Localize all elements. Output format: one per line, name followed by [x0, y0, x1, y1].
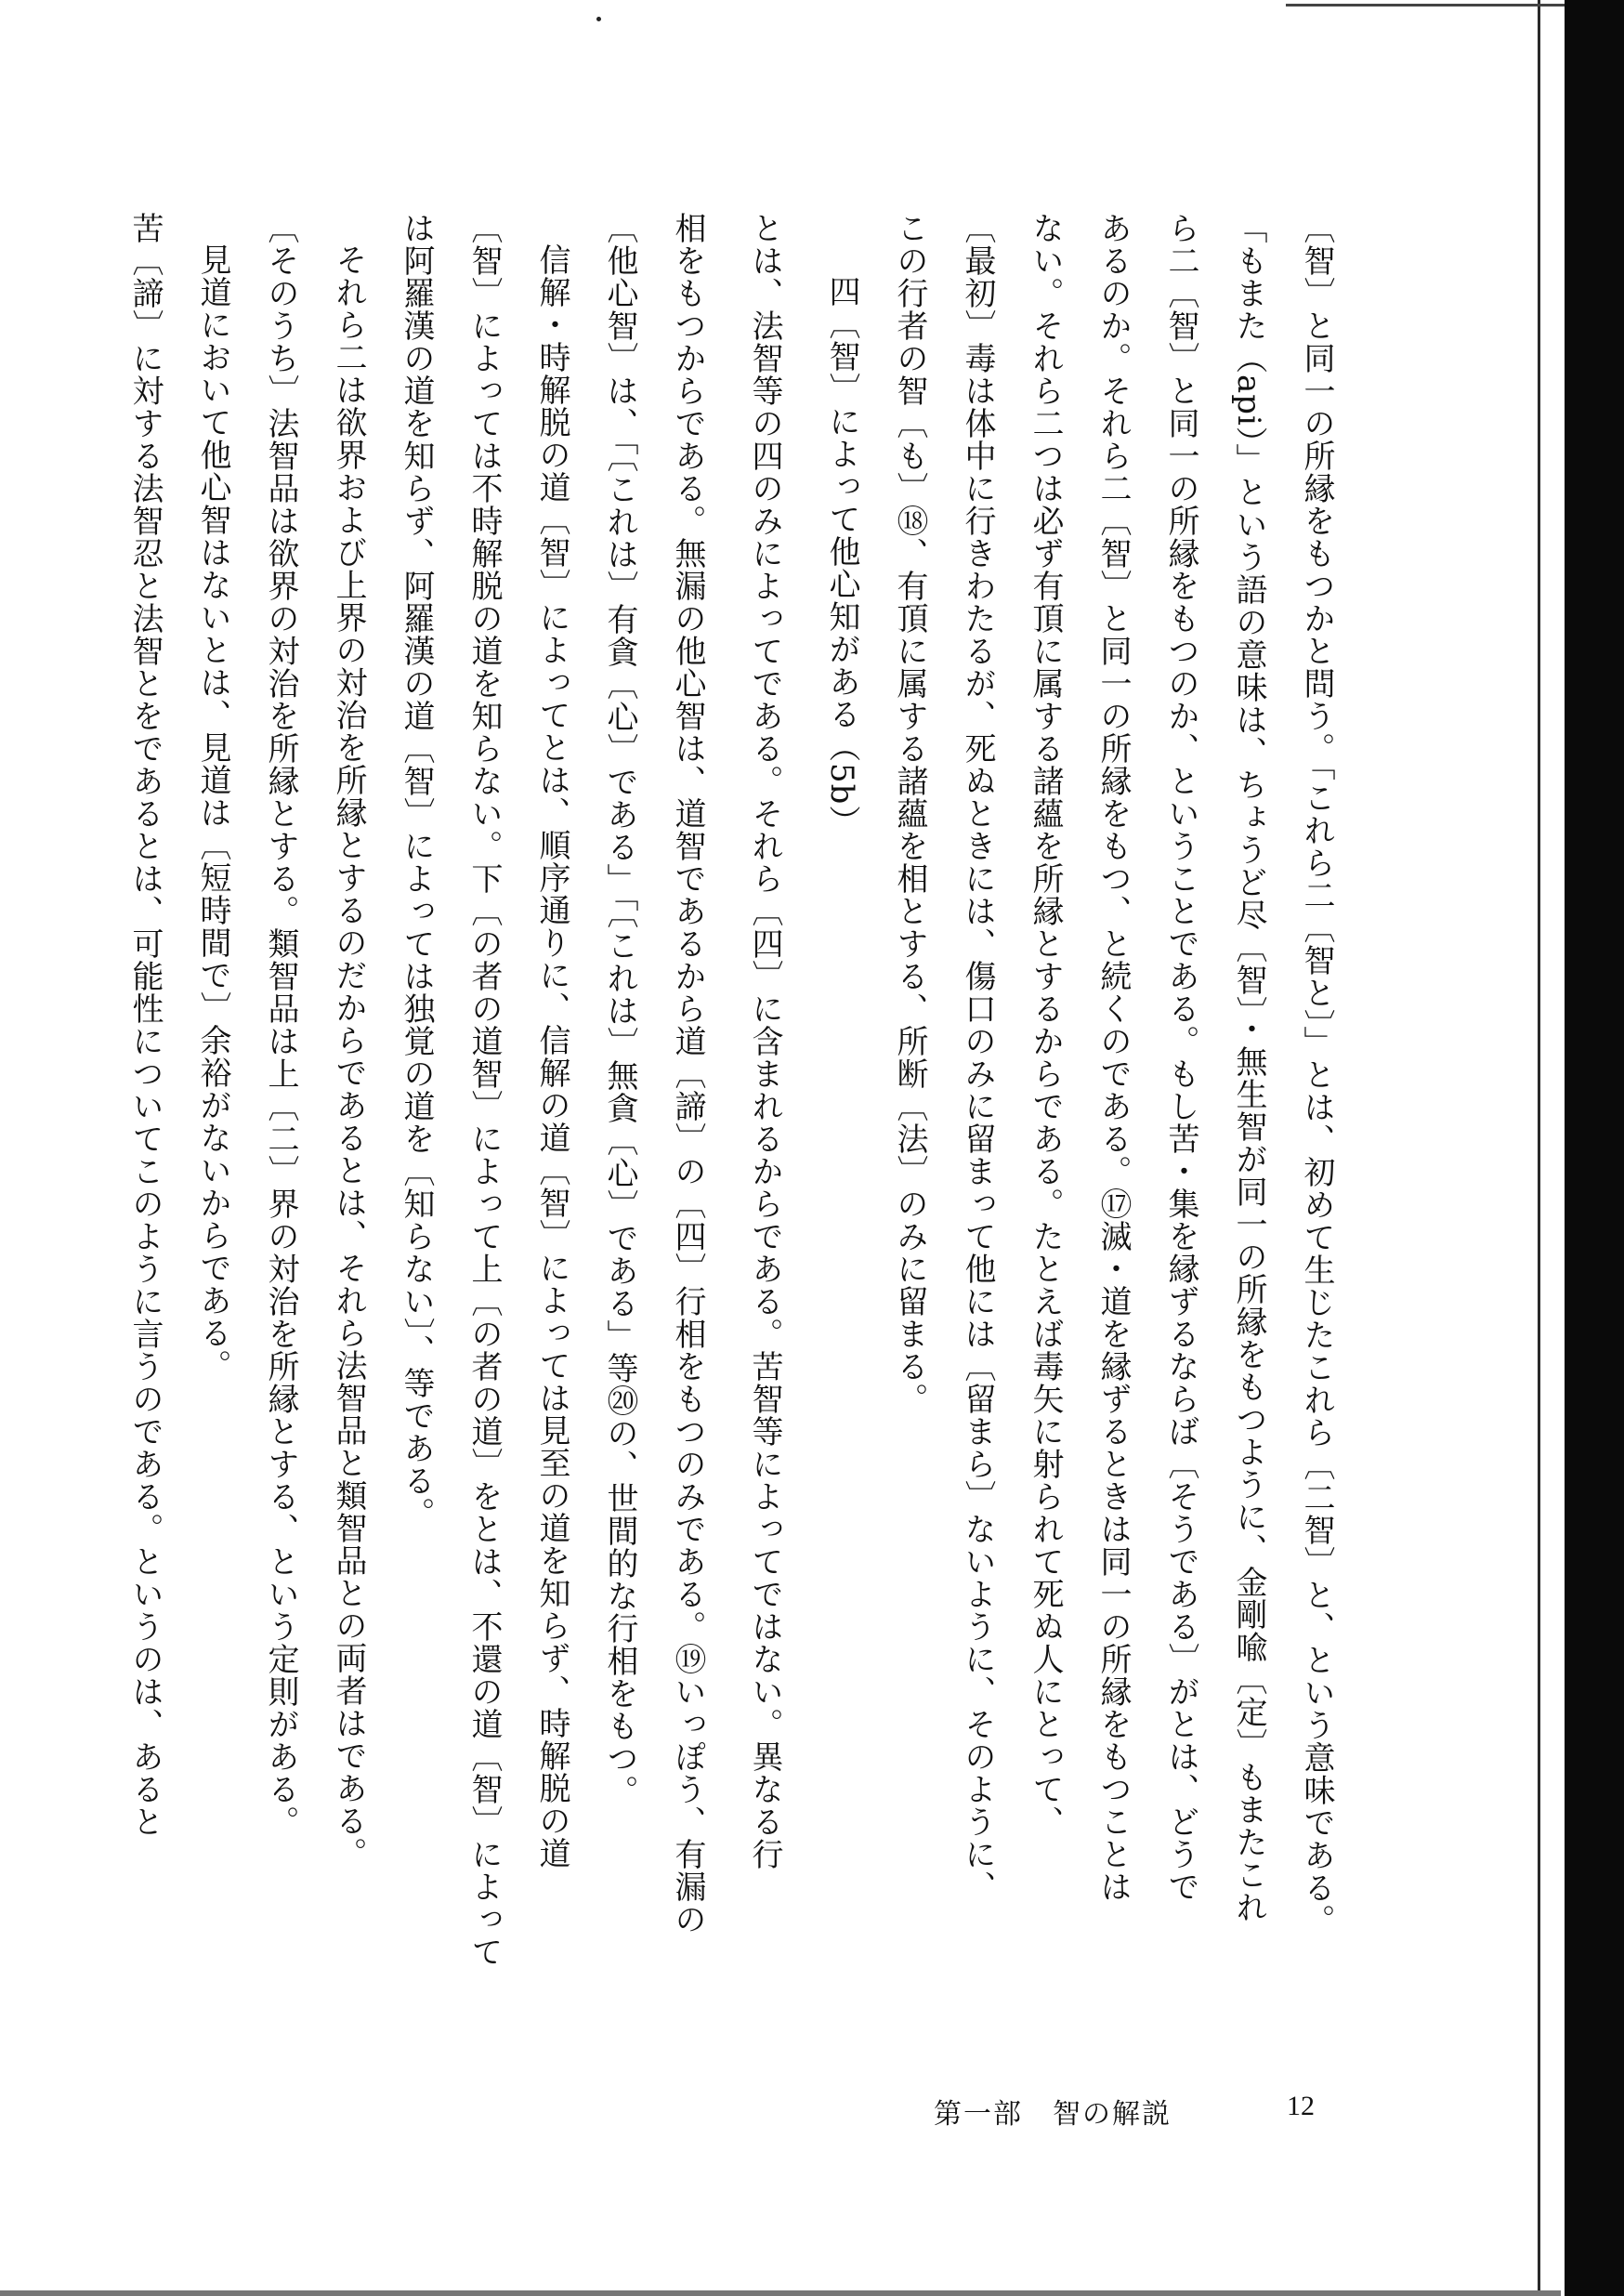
scan-speck [596, 17, 601, 21]
text-column: それら二は欲界および上界の対治を所縁とするのだからであるとは、それら法智品と類智品との両者はである。 [330, 243, 367, 1870]
text-column: 〔他心智〕は、「〔これは〕有貪〔心〕である」「〔これは〕無貪〔心〕である」等⑳の、世間的な行相をもつ。 [601, 212, 638, 1807]
scan-edge-line [1538, 0, 1540, 2296]
text-column: 〔そのうち〕法智品は欲界の対治を所縁とする。類智品は上〔二〕界の対治を所縁とする、という定則がある。 [262, 212, 299, 1838]
text-column: 〔最初〕毒は体中に行きわたるが、死ぬときには、傷口のみに留まって他には〔留まら〕ないように、そのように、 [959, 212, 996, 1903]
text-column: 〔智〕によっては不時解脱の道を知らない。下〔の者の道智〕によって上〔の者の道〕をとは、不還の道〔智〕によって [465, 212, 503, 1968]
text-column: ら二〔智〕と同一の所縁をもつのか、ということである。もし苦・集を縁ずるならば〔そうである〕がとは、どうで [1162, 212, 1199, 1903]
text-column: 相をもつからである。無漏の他心智は、道智であるから道〔諦〕の〔四〕行相をもつのみである。⑲いっぽう、有漏の [669, 212, 706, 1935]
text-column: 苦〔諦〕に対する法智忍と法智とをであるとは、可能性についてこのように言うのである。というのは、あると [126, 212, 164, 1838]
text-column: あるのか。それら二〔智〕と同一の所縁をもつ、と続くのである。⑰滅・道を縁ずるときは同一の所縁をもつことは [1094, 212, 1132, 1903]
verse-heading: 四〔智〕によって他心知がある（5b） [823, 275, 860, 838]
text-column: とは、法智等の四のみによってである。それら〔四〕に含まれるからである。苦智等によってではない。異なる行 [746, 212, 783, 1870]
scan-top-rule [1286, 4, 1565, 7]
text-column: この行者の智〔も〕⑱、有頂に属する諸蘊を相とする、所断〔法〕のみに留まる。 [891, 212, 928, 1415]
text-column: 信解・時解脱の道〔智〕によってとは、順序通りに、信解の道〔智〕によっては見至の道を知らず、時解脱の道 [533, 243, 570, 1870]
text-column: 見道において他心智はないとは、見道は〔短時間で〕余裕がないからである。 [194, 243, 231, 1382]
scan-bottom-rule [0, 2290, 1561, 2296]
text-column: 「もまた（api）」という語の意味は、ちょうど尽〔智〕・無生智が同一の所縁をもつように、金剛喩〔定〕もまたこれ [1230, 212, 1267, 1923]
page-number: 12 [1287, 2091, 1315, 2121]
text-column: ない。それら二つは必ず有頂に属する諸蘊を所縁とするからである。たとえば毒矢に射られて死ぬ人にとって、 [1027, 212, 1064, 1838]
running-footer: 第一部 智の解説 [934, 2098, 1172, 2131]
text-column: 〔智〕と同一の所縁をもつかと問う。「これら二〔智と〕」とは、初めて生じたこれら〔二智〕と、という意味である。 [1298, 212, 1335, 1936]
page-body [111, 212, 1350, 1968]
text-column: は阿羅漢の道を知らず、阿羅漢の道〔智〕によっては独覚の道を〔知らない〕、等である。 [398, 212, 435, 1529]
scan-edge-band [1565, 0, 1624, 2296]
